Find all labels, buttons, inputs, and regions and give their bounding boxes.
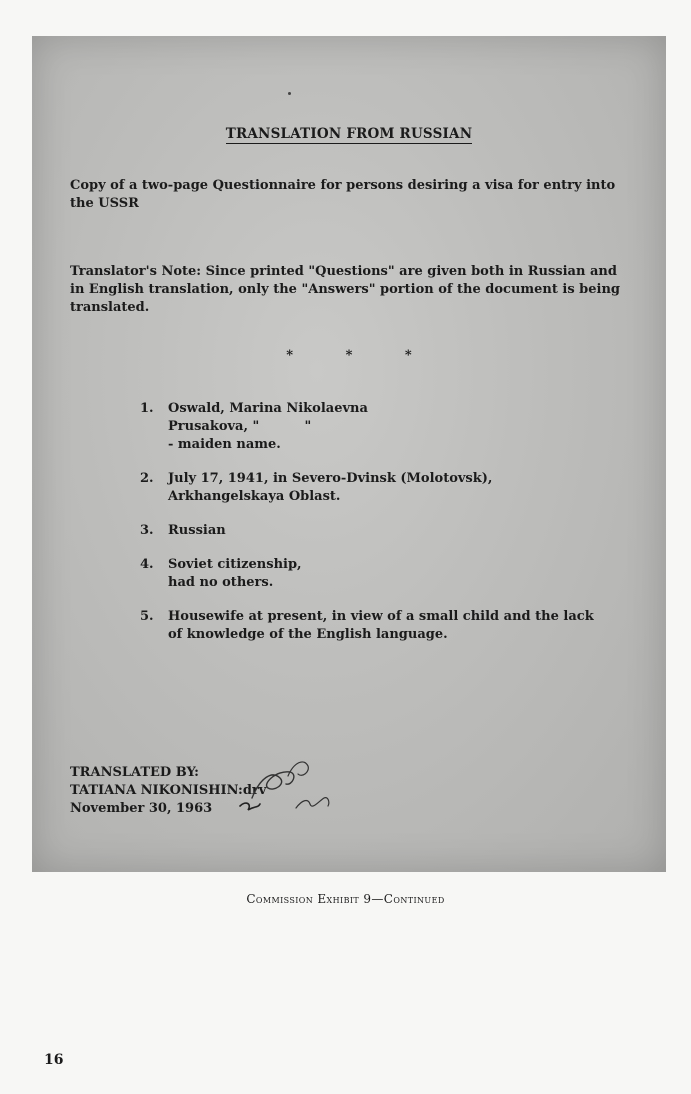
handwritten-initials <box>232 748 352 818</box>
answer-line: Housewife at present, in view of a small child and the lack <box>168 609 594 624</box>
answer-number: 1. <box>140 401 154 416</box>
answer-line: Oswald, Marina Nikolaevna <box>168 401 368 416</box>
translator-name: TATIANA NIKONISHIN:drv <box>70 783 267 798</box>
document-title-text: TRANSLATION FROM RUSSIAN <box>225 126 473 142</box>
intro-paragraph: Copy of a two-page Questionnaire for persons desiring a visa for entry into the USSR <box>70 178 616 211</box>
answer-line: had no others. <box>168 575 274 590</box>
speck <box>288 92 291 95</box>
answer-line: Russian <box>168 523 226 538</box>
document-photo <box>32 36 666 872</box>
answer-line: of knowledge of the English language. <box>168 627 448 642</box>
exhibit-caption: Commission Exhibit 9—Continued <box>246 892 445 906</box>
answer-item <box>140 400 620 454</box>
page-number: 16 <box>44 1052 64 1068</box>
answer-item <box>140 522 620 540</box>
answer-item <box>140 608 620 644</box>
answer-item <box>140 470 620 506</box>
answer-item <box>140 556 620 592</box>
answer-number: 2. <box>140 471 154 486</box>
answer-line: July 17, 1941, in Severo-Dvinsk (Molotovsk), <box>168 471 493 486</box>
answer-line: Prusakova, " " <box>168 419 312 434</box>
answer-line: Soviet citizenship, <box>168 557 302 572</box>
translator-note: Translator's Note: Since printed "Questions" are given both in Russian and in English translation, only the "Answers" portion of the document is being translated. <box>70 264 621 315</box>
translation-date: November 30, 1963 <box>70 801 213 816</box>
answer-line: Arkhangelskaya Oblast. <box>168 489 341 504</box>
answers-list <box>140 400 620 660</box>
answer-number: 5. <box>140 609 154 624</box>
answer-line: - maiden name. <box>168 437 281 452</box>
answer-number: 4. <box>140 557 154 572</box>
translated-by-label: TRANSLATED BY: <box>70 765 199 780</box>
answer-number: 3. <box>140 523 154 538</box>
document-title <box>32 126 666 142</box>
section-separator: * * * <box>286 348 412 363</box>
